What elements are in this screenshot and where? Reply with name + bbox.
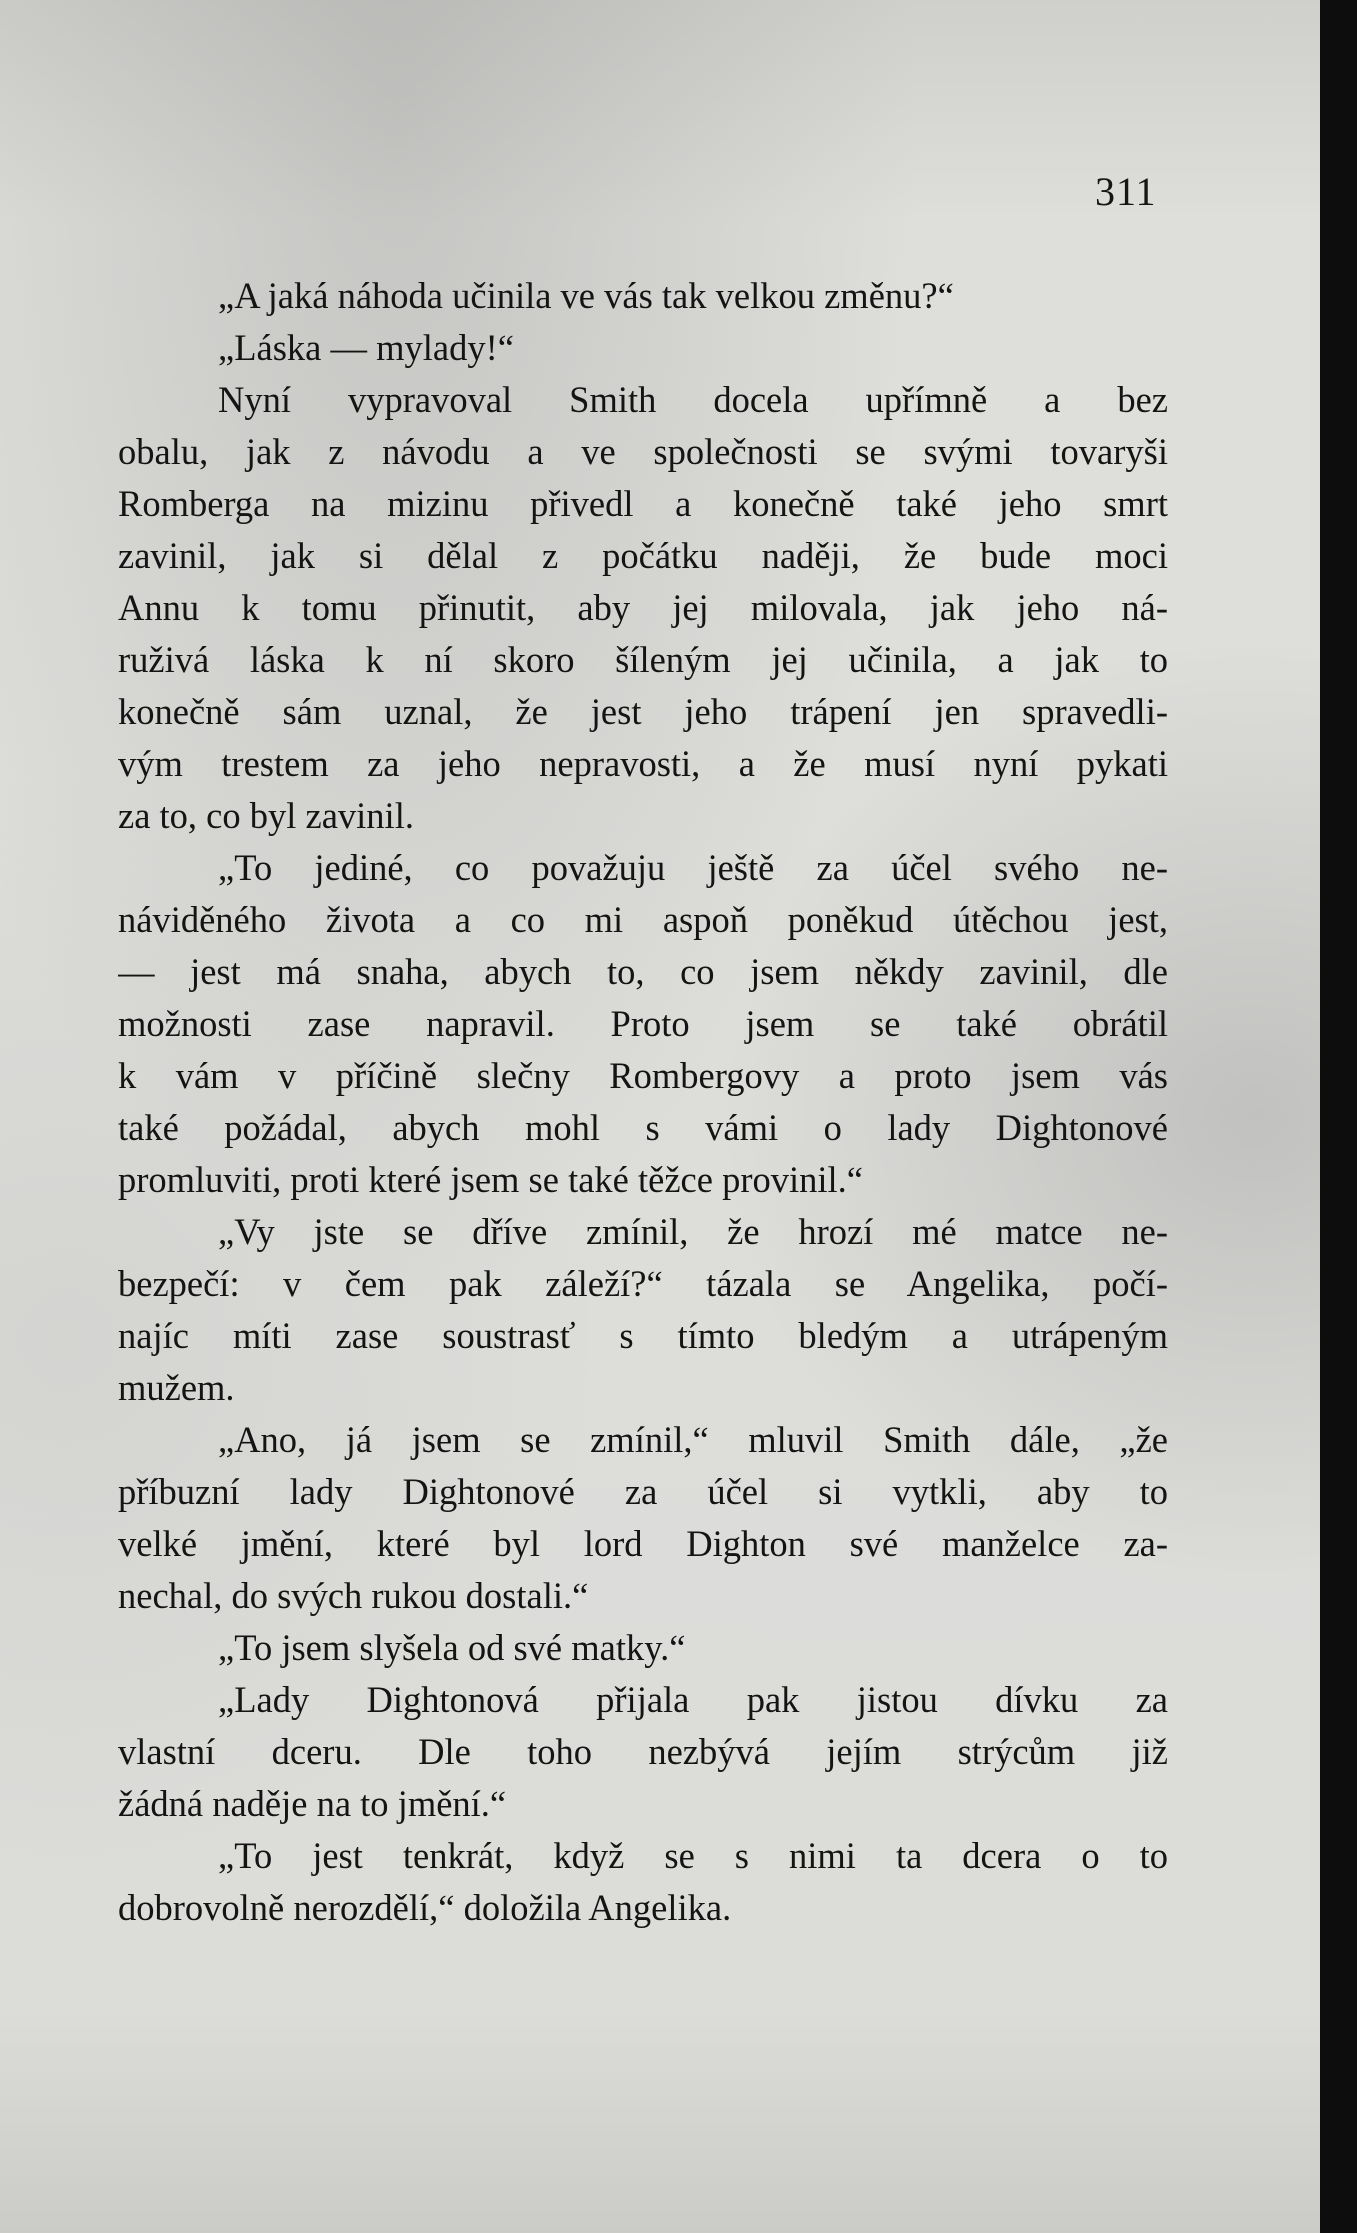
text-line: „Ano, já jsem se zmínil,“ mluvil Smith dále, „že	[218, 1419, 1168, 1460]
text-line: nechal, do svých rukou dostali.“	[118, 1575, 589, 1616]
text-line: vlastní dceru. Dle toho nezbývá jejím strýcům již	[118, 1731, 1168, 1772]
text-line: najíc míti zase soustrasť s tímto bledým a utrápeným	[118, 1315, 1168, 1356]
text-line: „To jediné, co považuju ještě za účel svého ne-	[218, 847, 1168, 888]
text-line: Romberga na mizinu přivedl a konečně také jeho smrt	[118, 483, 1168, 524]
text-line: promluviti, proti které jsem se také těžce provinil.“	[118, 1159, 863, 1200]
text-line: obalu, jak z návodu a ve společnosti se svými tovaryši	[118, 431, 1168, 472]
text-line: ruživá láska k ní skoro šíleným jej učinila, a jak to	[118, 639, 1168, 680]
text-line: „A jaká náhoda učinila ve vás tak velkou změnu?“	[218, 275, 954, 316]
text-line: mužem.	[118, 1367, 235, 1408]
text-line: také požádal, abych mohl s vámi o lady Dightonové	[118, 1107, 1168, 1148]
text-line: možnosti zase napravil. Proto jsem se také obrátil	[118, 1003, 1168, 1044]
text-line: vým trestem za jeho nepravosti, a že musí nyní pykati	[118, 743, 1168, 784]
text-line: Annu k tomu přinutit, aby jej milovala, jak jeho ná-	[118, 587, 1168, 628]
text-line: zavinil, jak si dělal z počátku naději, že bude moci	[118, 535, 1168, 576]
text-line: „Vy jste se dříve zmínil, že hrozí mé matce ne-	[218, 1211, 1168, 1252]
text-line: dobrovolně nerozdělí,“ doložila Angelika.	[118, 1887, 732, 1928]
text-line: příbuzní lady Dightonové za účel si vytkli, aby to	[118, 1471, 1168, 1512]
text-line: — jest má snaha, abych to, co jsem někdy zavinil, dle	[118, 951, 1168, 992]
text-line: bezpečí: v čem pak záleží?“ tázala se Angelika, počí-	[118, 1263, 1168, 1304]
text-line: konečně sám uznal, že jest jeho trápení jen spravedli-	[118, 691, 1168, 732]
text-line: za to, co byl zavinil.	[118, 795, 414, 836]
text-line: „Láska — mylady!“	[218, 327, 514, 368]
text-line: velké jmění, které byl lord Dighton své manželce za-	[118, 1523, 1168, 1564]
body-text	[118, 270, 1168, 1934]
page-number: 311	[1095, 169, 1157, 214]
text-line: „Lady Dightonová přijala pak jistou dívku za	[218, 1679, 1168, 1720]
text-line: žádná naděje na to jmění.“	[118, 1783, 507, 1824]
text-line: „To jest tenkrát, když se s nimi ta dcera o to	[218, 1835, 1168, 1876]
text-line: „To jsem slyšela od své matky.“	[218, 1627, 686, 1668]
scan-edge	[1320, 0, 1357, 2233]
text-line: náviděného života a co mi aspoň poněkud útěchou jest,	[118, 899, 1168, 940]
text-line: k vám v příčině slečny Rombergovy a proto jsem vás	[118, 1055, 1168, 1096]
text-line: Nyní vypravoval Smith docela upřímně a bez	[218, 379, 1168, 420]
